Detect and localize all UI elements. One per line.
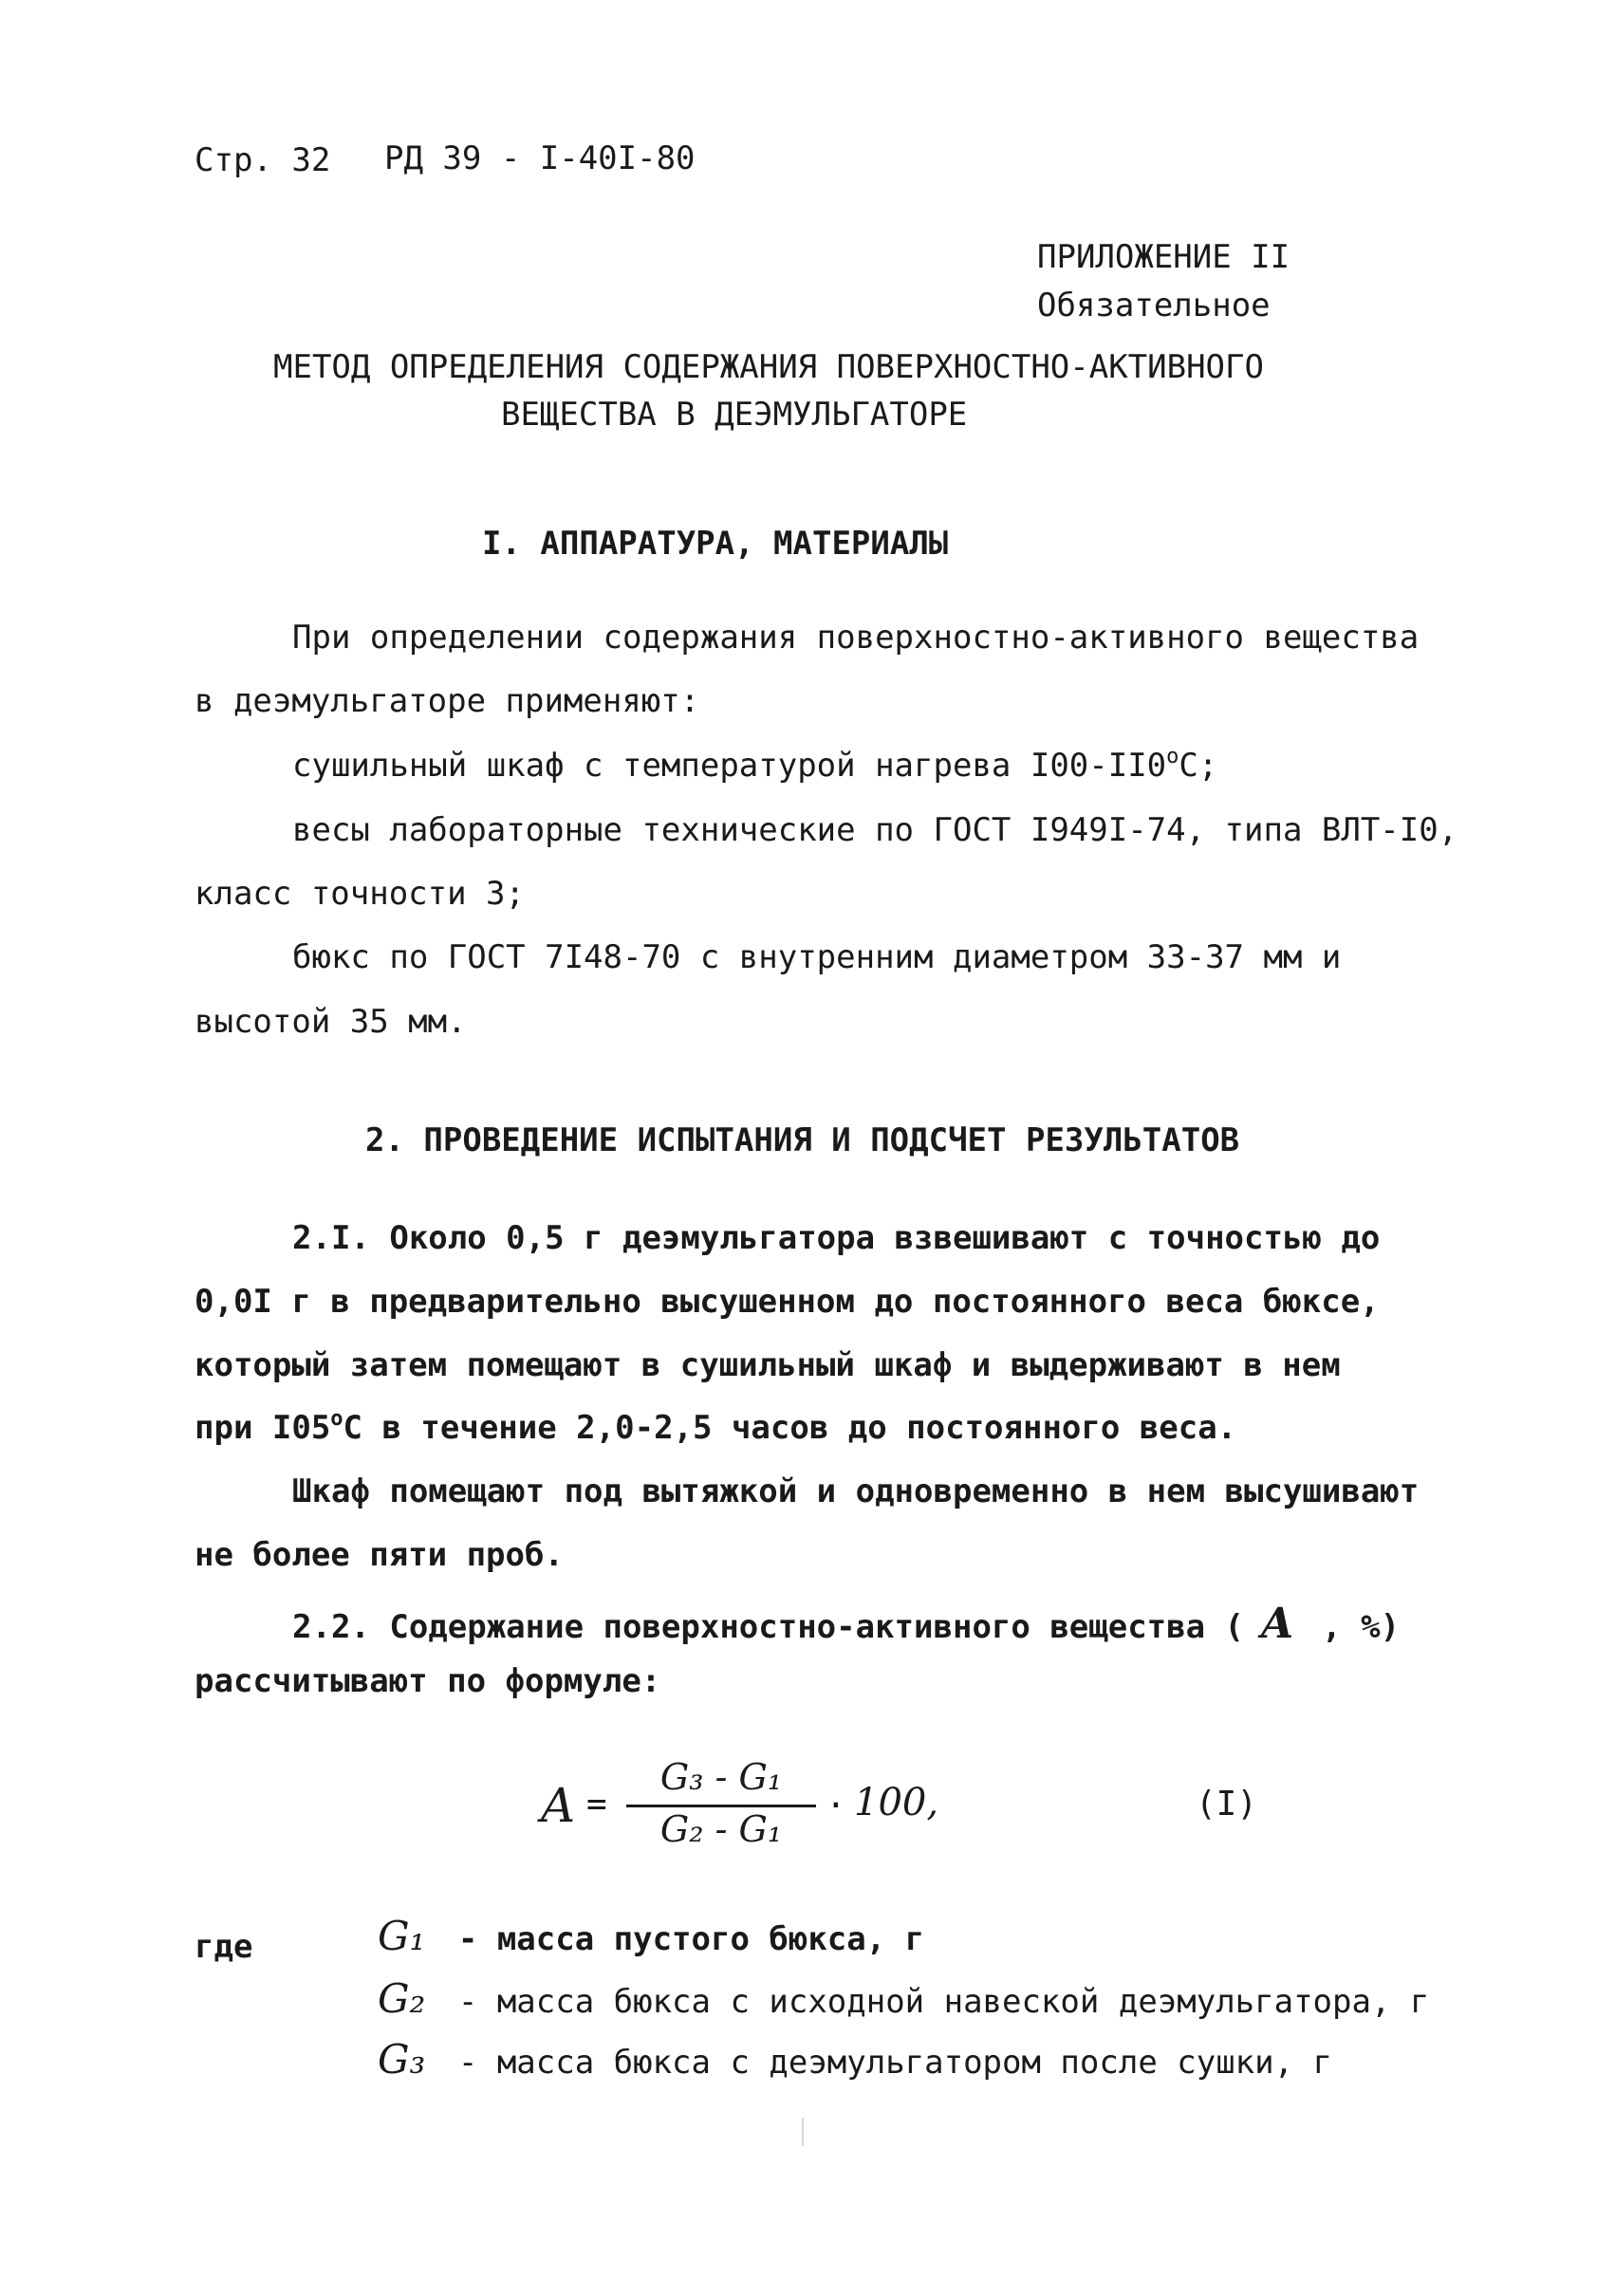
material-item-1: сушильный шкаф с температурой нагрева $I00-II0^оС$; [292, 745, 1218, 785]
legend-where: где [195, 1928, 253, 1966]
material-item-2-line-1: весы лабораторные технические по ГОСТ I949I-74, типа ВЛТ-I0, [292, 811, 1458, 849]
legend-item-1 [378, 1913, 925, 1959]
section-1-intro-line-2: в деэмульгаторе применяют: [195, 682, 700, 720]
legend-item-3 [378, 2036, 1333, 2083]
section-1-heading: I. АППАРАТУРА, МАТЕРИАЛЫ [482, 525, 949, 563]
legend-item-2 [378, 1975, 1430, 2022]
formula [541, 1746, 1300, 1869]
formula-number: (I) [1196, 1785, 1258, 1824]
formula-denominator: G₂ - G₁ [659, 1808, 783, 1850]
legend-symbol-g1: G₁ [378, 1913, 426, 1959]
section-2-heading: 2. ПРОВЕДЕНИЕ ИСПЫТАНИЯ И ПОДСЧЕТ РЕЗУЛЬТАТОВ [365, 1121, 1240, 1159]
paragraph-2-2-line-1: 2.2. Содержание поверхностно-активного вещества ( A , %) [292, 1600, 1401, 1648]
paragraph-2-1-line-1: 2.I. Около 0,5 г деэмульгатора взвешивают с точностью до [292, 1219, 1381, 1257]
material-item-3-line-2: высотой 35 мм. [195, 1003, 467, 1041]
legend-text-g2: - масса бюкса с исходной навеской деэмульгатора, г [457, 1983, 1430, 2021]
paragraph-2-1b-line-2: не более пяти проб. [195, 1536, 564, 1574]
paragraph-2-1-line-4: при $I05^оС$ в течение 2,0-2,5 часов до постоянного веса. [195, 1407, 1237, 1447]
formula-multiply: · [826, 1787, 846, 1825]
legend-text-g1: - масса пустого бюкса, г [457, 1920, 925, 1958]
material-item-2-line-2: класс точности 3; [195, 875, 525, 913]
legend-text-g3: - масса бюкса с деэмульгатором после сушки, г [457, 2044, 1333, 2082]
formula-numerator: G₃ - G₁ [659, 1756, 783, 1798]
document-title-line-1: МЕТОД ОПРЕДЕЛЕНИЯ СОДЕРЖАНИЯ ПОВЕРХНОСТНО-АКТИВНОГО [273, 348, 1264, 386]
paragraph-2-1-line-3: который затем помещают в сушильный шкаф и выдерживают в нем [195, 1346, 1341, 1384]
scan-mark [802, 2118, 804, 2146]
formula-fraction [626, 1756, 816, 1855]
legend-symbol-g2: G₂ [378, 1975, 426, 2022]
formula-symbol-a: A [1261, 1600, 1294, 1648]
document-title-line-2: ВЕЩЕСТВА В ДЕЭМУЛЬГАТОРЕ [501, 396, 968, 434]
section-1-intro-line-1: При определении содержания поверхностно-активного вещества [292, 619, 1420, 657]
appendix-status: Обязательное [1037, 287, 1271, 324]
formula-lhs: A [541, 1778, 576, 1833]
fraction-bar [626, 1805, 816, 1807]
paragraph-2-1-line-2: 0,0I г в предварительно высушенном до постоянного веса бюксе, [195, 1283, 1380, 1321]
page-number: Стр. 32 [195, 141, 331, 179]
paragraph-2-1b-line-1: Шкаф помещают под вытяжкой и одновременно в нем высушивают [292, 1472, 1420, 1510]
formula-equals: = [586, 1785, 607, 1824]
appendix-title: ПРИЛОЖЕНИЕ II [1037, 238, 1290, 276]
document-code: РД 39 - I-40I-80 [384, 139, 696, 177]
paragraph-2-2-line-2: рассчитывают по формуле: [195, 1662, 661, 1700]
formula-factor: 100, [854, 1781, 939, 1824]
legend-symbol-g3: G₃ [378, 2036, 426, 2083]
material-item-3-line-1: бюкс по ГОСТ 7I48-70 с внутренним диаметром 33-37 мм и [292, 938, 1342, 976]
